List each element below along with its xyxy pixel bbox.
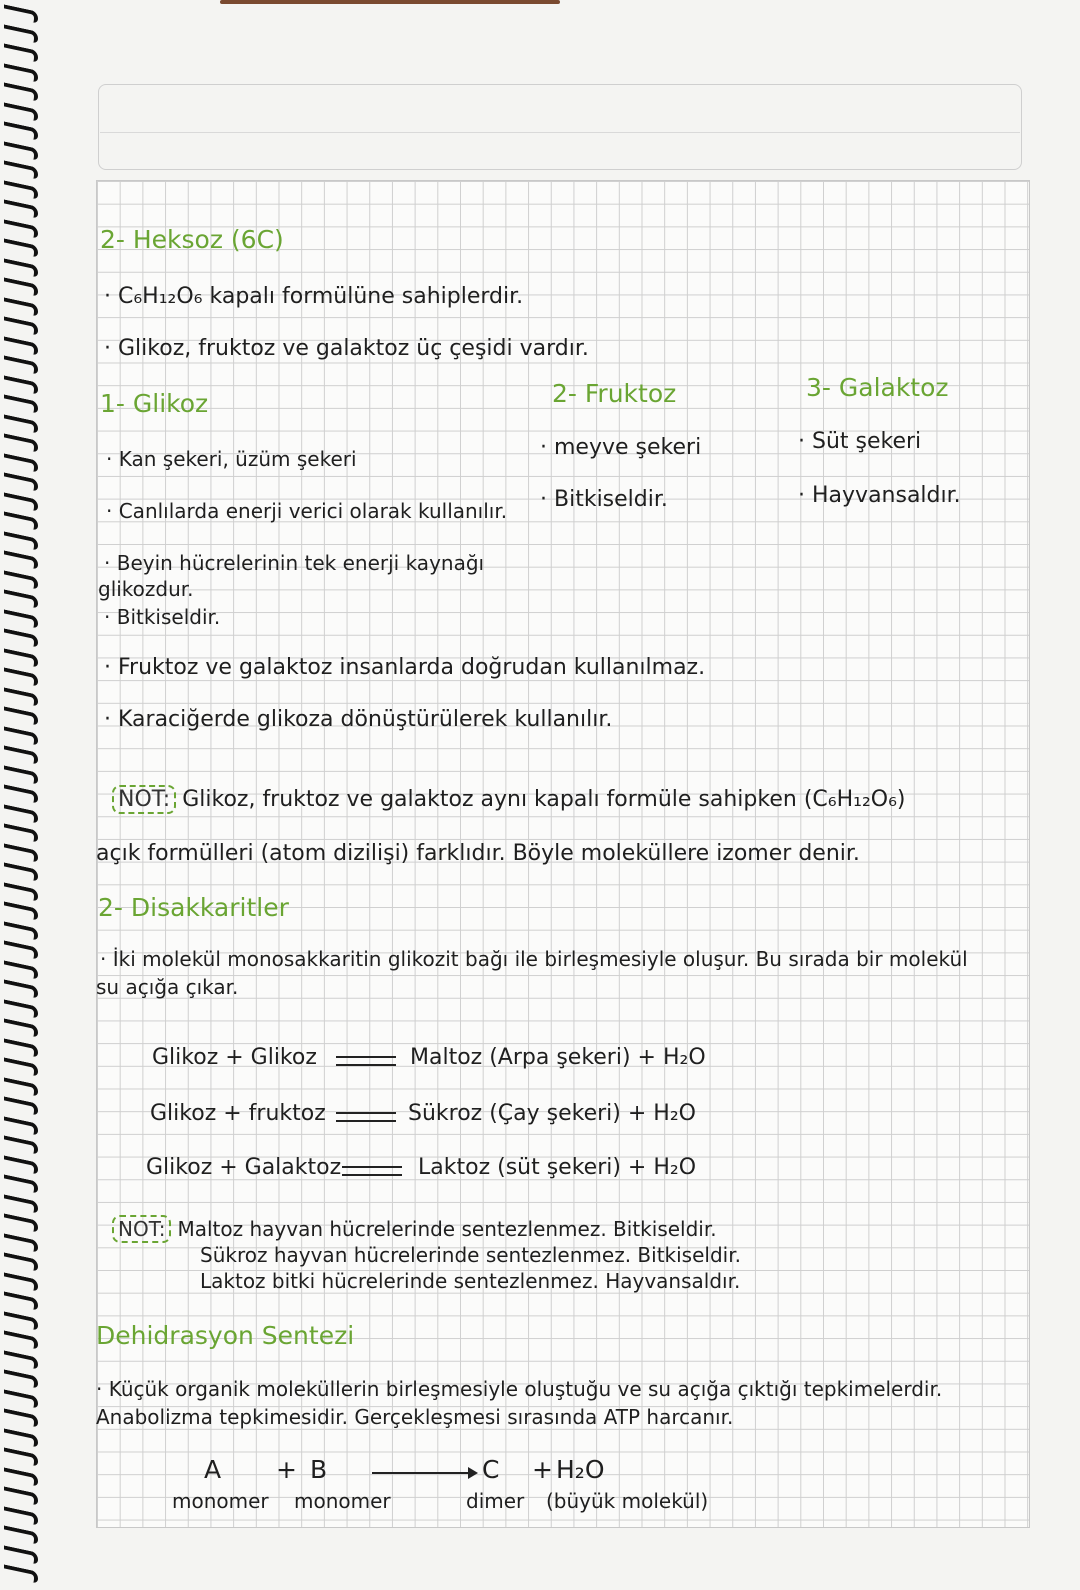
spiral-coil	[4, 589, 38, 608]
spiral-coil	[4, 336, 38, 355]
reaction-right: Laktoz (süt şekeri) + H₂O	[418, 1155, 697, 1180]
reaction-right: Maltoz (Arpa şekeri) + H₂O	[410, 1045, 706, 1070]
spiral-coil	[4, 1233, 38, 1252]
spiral-coil	[4, 63, 38, 82]
spiral-coil	[4, 414, 38, 433]
spiral-coil	[4, 1350, 38, 1369]
spiral-coil	[4, 238, 38, 257]
spiral-coil	[4, 1467, 38, 1486]
spiral-coil	[4, 1311, 38, 1330]
glucose-item: · Bitkiseldir.	[104, 605, 221, 629]
eq-label-big-molecule: (büyük molekül)	[546, 1489, 709, 1513]
dehydration-text-1: · Küçük organik moleküllerin birleşmesiyle oluştuğu ve su açığa çıktığı tepkimelerdir.	[96, 1377, 943, 1401]
spiral-coil	[4, 570, 38, 589]
spiral-coil	[4, 784, 38, 803]
disaccharide-text-1: · İki molekül monosakkaritin glikozit bağı ile birleşmesiyle oluşur. Bu sırada bir molekül	[100, 947, 968, 971]
spiral-coil	[4, 550, 38, 569]
spiral-coil	[4, 394, 38, 413]
spiral-coil	[4, 1389, 38, 1408]
spiral-coil	[4, 823, 38, 842]
spiral-coil	[4, 43, 38, 62]
spiral-coil	[4, 492, 38, 511]
spiral-coil	[4, 1291, 38, 1310]
spiral-coil	[4, 355, 38, 374]
spiral-coil	[4, 1545, 38, 1564]
spiral-coil	[4, 141, 38, 160]
spiral-coil	[4, 1116, 38, 1135]
equilibrium-arrow-icon	[342, 1164, 404, 1178]
note1-line1: NOT: Glikoz, fruktoz ve galaktoz aynı kapalı formüle sahipken (C₆H₁₂O₆)	[112, 788, 905, 812]
eq-label-monomer: monomer	[294, 1489, 391, 1513]
spiral-coil	[4, 472, 38, 491]
spiral-coil	[4, 1018, 38, 1037]
spiral-coil	[4, 1486, 38, 1505]
spiral-coil	[4, 453, 38, 472]
spiral-coil	[4, 726, 38, 745]
eq-c: C	[482, 1455, 500, 1484]
spiral-coil	[4, 979, 38, 998]
heading-galactose: 3- Galaktoz	[806, 373, 949, 402]
bullet-types: · Glikoz, fruktoz ve galaktoz üç çeşidi vardır.	[104, 336, 589, 361]
spiral-coil	[4, 4, 38, 23]
galactose-item: · Süt şekeri	[798, 429, 922, 454]
note2-label: NOT:	[112, 1215, 171, 1243]
spiral-coil	[4, 628, 38, 647]
reaction-arrow-icon	[372, 1472, 476, 1474]
eq-label-monomer: monomer	[172, 1489, 269, 1513]
heading-glucose: 1- Glikoz	[100, 389, 209, 418]
spiral-coil	[4, 1057, 38, 1076]
spiral-coil	[4, 667, 38, 686]
eq-plus: +	[532, 1455, 553, 1484]
title-box	[98, 84, 1022, 170]
spiral-coil	[4, 102, 38, 121]
equilibrium-arrow-icon	[336, 1054, 398, 1068]
heading-disaccharides: 2- Disakkaritler	[98, 893, 289, 922]
spiral-coil	[4, 1447, 38, 1466]
spiral-coil	[4, 433, 38, 452]
spiral-coil	[4, 1428, 38, 1447]
spiral-coil	[4, 921, 38, 940]
reaction-left: Glikoz + Galaktoz	[146, 1155, 342, 1180]
spiral-coil	[4, 745, 38, 764]
spiral-coil	[4, 219, 38, 238]
glucose-item: glikozdur.	[98, 577, 194, 601]
spiral-coil	[4, 1096, 38, 1115]
spiral-coil	[4, 121, 38, 140]
spiral-coil	[4, 882, 38, 901]
spiral-coil	[4, 999, 38, 1018]
heading-dehydration: Dehidrasyon Sentezi	[96, 1321, 355, 1350]
fructose-item: · Bitkiseldir.	[540, 487, 668, 512]
spiral-coil	[4, 1506, 38, 1525]
spiral-coil	[4, 1252, 38, 1271]
spiral-coil	[4, 258, 38, 277]
bullet-formula: · C₆H₁₂O₆ kapalı formülüne sahiplerdir.	[104, 284, 524, 309]
spiral-coil	[4, 511, 38, 530]
spiral-coil	[4, 687, 38, 706]
spiral-coil	[4, 1369, 38, 1388]
spiral-coil	[4, 1408, 38, 1427]
spiral-coil	[4, 706, 38, 725]
spiral-coil	[4, 960, 38, 979]
eq-a: A	[204, 1455, 222, 1484]
heading-fructose: 2- Fruktoz	[552, 379, 677, 408]
bullet-liver: · Karaciğerde glikoza dönüştürülerek kullanılır.	[104, 707, 613, 732]
spiral-coil	[4, 24, 38, 43]
spiral-coil	[4, 609, 38, 628]
spiral-coil	[4, 1564, 38, 1583]
spiral-coil	[4, 1194, 38, 1213]
heading-hexose: 2- Heksoz (6C)	[100, 225, 284, 254]
spiral-coil	[4, 160, 38, 179]
glucose-item: · Kan şekeri, üzüm şekeri	[106, 447, 357, 471]
spiral-binding	[0, 0, 42, 1590]
spiral-coil	[4, 843, 38, 862]
spiral-coil	[4, 804, 38, 823]
spiral-coil	[4, 180, 38, 199]
spiral-coil	[4, 1077, 38, 1096]
note1-line2: açık formülleri (atom dizilişi) farklıdır. Böyle moleküllere izomer denir.	[96, 841, 860, 866]
spiral-coil	[4, 375, 38, 394]
reaction-left: Glikoz + Glikoz	[152, 1045, 317, 1070]
disaccharide-text-2: su açığa çıkar.	[96, 975, 239, 999]
spiral-coil	[4, 862, 38, 881]
eq-b: B	[310, 1455, 328, 1484]
spiral-coil	[4, 1525, 38, 1544]
dehydration-text-2: Anabolizma tepkimesidir. Gerçekleşmesi sırasında ATP harcanır.	[96, 1405, 734, 1429]
notebook-top-edge	[220, 0, 560, 4]
spiral-coil	[4, 316, 38, 335]
note1-label: NOT:	[112, 785, 176, 814]
spiral-coil	[4, 82, 38, 101]
spiral-coil	[4, 1155, 38, 1174]
reaction-right: Sükroz (Çay şekeri) + H₂O	[408, 1101, 696, 1126]
spiral-coil	[4, 199, 38, 218]
fructose-item: · meyve şekeri	[540, 435, 702, 460]
eq-plus: +	[276, 1455, 297, 1484]
spiral-coil	[4, 1330, 38, 1349]
spiral-coil	[4, 765, 38, 784]
spiral-coil	[4, 531, 38, 550]
galactose-item: · Hayvansaldır.	[798, 483, 961, 508]
equilibrium-arrow-icon	[336, 1110, 398, 1124]
reaction-left: Glikoz + fruktoz	[150, 1101, 326, 1126]
glucose-item: · Beyin hücrelerinin tek enerji kaynağı	[104, 551, 485, 575]
note2-line3: Laktoz bitki hücrelerinde sentezlenmez. Hayvansaldır.	[200, 1269, 741, 1293]
title-line	[100, 132, 1020, 133]
note2-line2: Sükroz hayvan hücrelerinde sentezlenmez. Bitkiseldir.	[200, 1243, 741, 1267]
note2-line1: NOT: Maltoz hayvan hücrelerinde sentezlenmez. Bitkiseldir.	[112, 1218, 717, 1240]
spiral-coil	[4, 1272, 38, 1291]
spiral-coil	[4, 1213, 38, 1232]
spiral-coil	[4, 1135, 38, 1154]
eq-water: H₂O	[556, 1455, 605, 1484]
spiral-coil	[4, 1174, 38, 1193]
bullet-direct-use: · Fruktoz ve galaktoz insanlarda doğrudan kullanılmaz.	[104, 655, 706, 680]
spiral-coil	[4, 277, 38, 296]
spiral-coil	[4, 940, 38, 959]
spiral-coil	[4, 297, 38, 316]
eq-label-dimer: dimer	[466, 1489, 525, 1513]
spiral-coil	[4, 901, 38, 920]
spiral-coil	[4, 1038, 38, 1057]
spiral-coil	[4, 648, 38, 667]
glucose-item: · Canlılarda enerji verici olarak kullanılır.	[106, 499, 508, 523]
